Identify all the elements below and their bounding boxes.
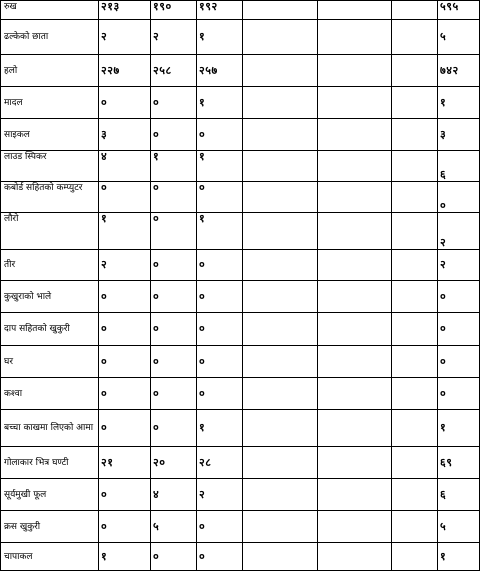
count-cell[interactable]: २५७ bbox=[197, 55, 243, 87]
empty-cell[interactable] bbox=[392, 313, 438, 346]
count-cell[interactable]: १ bbox=[197, 87, 243, 119]
empty-cell[interactable] bbox=[318, 151, 392, 182]
empty-cell[interactable] bbox=[318, 479, 392, 511]
table-row bbox=[1, 182, 480, 213]
symbol-name-cell[interactable]: ढल्केको छाता bbox=[1, 20, 99, 55]
empty-cell[interactable] bbox=[392, 410, 438, 447]
empty-cell[interactable] bbox=[243, 543, 318, 571]
empty-cell[interactable] bbox=[318, 410, 392, 447]
table-row bbox=[1, 213, 480, 250]
count-cell[interactable]: ० bbox=[99, 281, 151, 313]
count-cell[interactable]: ३ bbox=[99, 119, 151, 151]
count-cell[interactable]: ० bbox=[197, 250, 243, 281]
count-cell[interactable]: २० bbox=[151, 447, 197, 479]
empty-cell[interactable] bbox=[318, 119, 392, 151]
count-cell[interactable]: ० bbox=[151, 313, 197, 346]
count-cell[interactable]: ० bbox=[197, 543, 243, 571]
table-row bbox=[1, 378, 480, 410]
count-cell[interactable]: २१ bbox=[99, 447, 151, 479]
symbol-name-cell[interactable]: क्रस खुकुरी bbox=[1, 511, 99, 543]
count-cell[interactable]: २ bbox=[151, 20, 197, 55]
empty-cell[interactable] bbox=[392, 346, 438, 378]
empty-cell[interactable] bbox=[318, 182, 392, 213]
empty-cell[interactable] bbox=[392, 250, 438, 281]
count-cell[interactable]: ० bbox=[197, 313, 243, 346]
count-cell[interactable]: ० bbox=[99, 346, 151, 378]
empty-cell[interactable] bbox=[318, 378, 392, 410]
total-cell[interactable]: ६ bbox=[438, 479, 480, 511]
table-row bbox=[1, 313, 480, 346]
symbol-name-cell[interactable]: हलो bbox=[1, 55, 99, 87]
total-cell[interactable]: २ bbox=[438, 213, 480, 250]
symbol-name-cell[interactable]: कबोर्ड सहितको कम्प्युटर bbox=[1, 182, 99, 213]
empty-cell[interactable] bbox=[243, 250, 318, 281]
empty-cell[interactable] bbox=[392, 281, 438, 313]
table-row bbox=[1, 151, 480, 182]
count-cell[interactable]: ० bbox=[197, 511, 243, 543]
empty-cell[interactable] bbox=[392, 182, 438, 213]
total-cell[interactable]: ६ bbox=[438, 151, 480, 182]
empty-cell[interactable] bbox=[243, 119, 318, 151]
count-cell[interactable]: १ bbox=[197, 151, 243, 182]
count-cell[interactable]: ० bbox=[151, 182, 197, 213]
table-row bbox=[1, 511, 480, 543]
empty-cell[interactable] bbox=[318, 313, 392, 346]
total-cell[interactable]: १ bbox=[438, 543, 480, 571]
total-cell[interactable]: ० bbox=[438, 346, 480, 378]
empty-cell[interactable] bbox=[392, 87, 438, 119]
empty-cell[interactable] bbox=[318, 250, 392, 281]
total-cell[interactable]: ३ bbox=[438, 119, 480, 151]
count-cell[interactable]: ० bbox=[99, 410, 151, 447]
empty-cell[interactable] bbox=[318, 511, 392, 543]
empty-cell[interactable] bbox=[243, 346, 318, 378]
empty-cell[interactable] bbox=[392, 479, 438, 511]
count-cell[interactable]: ५ bbox=[151, 511, 197, 543]
symbol-name-cell[interactable]: गोलाकार भित्र घण्टी bbox=[1, 447, 99, 479]
empty-cell[interactable] bbox=[318, 55, 392, 87]
total-cell[interactable]: ६९ bbox=[438, 447, 480, 479]
count-cell[interactable]: ० bbox=[99, 511, 151, 543]
empty-cell[interactable] bbox=[318, 346, 392, 378]
count-cell[interactable]: १९२ bbox=[197, 1, 243, 20]
count-cell[interactable]: ० bbox=[197, 378, 243, 410]
empty-cell[interactable] bbox=[243, 479, 318, 511]
empty-cell[interactable] bbox=[318, 543, 392, 571]
symbol-name-cell[interactable]: तीर bbox=[1, 250, 99, 281]
symbol-name-cell[interactable]: सूर्यमुखी फूल bbox=[1, 479, 99, 511]
table-row bbox=[1, 55, 480, 87]
empty-cell[interactable] bbox=[392, 511, 438, 543]
symbol-name-cell[interactable]: साइकल bbox=[1, 119, 99, 151]
empty-cell[interactable] bbox=[392, 378, 438, 410]
table-row bbox=[1, 281, 480, 313]
empty-cell[interactable] bbox=[243, 281, 318, 313]
count-cell[interactable]: १९० bbox=[151, 1, 197, 20]
empty-cell[interactable] bbox=[243, 447, 318, 479]
empty-cell[interactable] bbox=[318, 281, 392, 313]
table-row bbox=[1, 479, 480, 511]
total-cell[interactable]: १ bbox=[438, 87, 480, 119]
symbol-name-cell[interactable]: चापाकल bbox=[1, 543, 99, 571]
symbol-name-cell[interactable]: कुखुराको भाले bbox=[1, 281, 99, 313]
symbol-name-cell[interactable]: लौरो bbox=[1, 213, 99, 250]
table-row bbox=[1, 346, 480, 378]
symbol-name-cell[interactable]: बच्चा काखमा लिएको आमा bbox=[1, 410, 99, 447]
count-cell[interactable]: १ bbox=[99, 543, 151, 571]
count-cell[interactable]: ० bbox=[197, 346, 243, 378]
symbol-name-cell[interactable]: रुख bbox=[1, 1, 99, 20]
empty-cell[interactable] bbox=[392, 1, 438, 20]
count-cell[interactable]: २२७ bbox=[99, 55, 151, 87]
count-cell[interactable]: ० bbox=[151, 543, 197, 571]
count-cell[interactable]: २८ bbox=[197, 447, 243, 479]
total-cell[interactable]: ५ bbox=[438, 20, 480, 55]
table-row bbox=[1, 543, 480, 571]
total-cell[interactable]: ५ bbox=[438, 511, 480, 543]
count-cell[interactable]: ० bbox=[197, 281, 243, 313]
symbol-name-cell[interactable]: घर bbox=[1, 346, 99, 378]
count-cell[interactable]: ० bbox=[151, 378, 197, 410]
table-row bbox=[1, 20, 480, 55]
count-cell[interactable]: ० bbox=[151, 346, 197, 378]
empty-cell[interactable] bbox=[318, 1, 392, 20]
empty-cell[interactable] bbox=[243, 378, 318, 410]
count-cell[interactable]: ० bbox=[151, 213, 197, 250]
total-cell[interactable]: ५९५ bbox=[438, 1, 480, 20]
empty-cell[interactable] bbox=[392, 55, 438, 87]
empty-cell[interactable] bbox=[318, 20, 392, 55]
count-cell[interactable]: ० bbox=[99, 479, 151, 511]
count-cell[interactable]: १ bbox=[197, 410, 243, 447]
empty-cell[interactable] bbox=[243, 87, 318, 119]
table-row bbox=[1, 1, 480, 20]
empty-cell[interactable] bbox=[243, 511, 318, 543]
symbol-name-cell[interactable]: मादल bbox=[1, 87, 99, 119]
empty-cell[interactable] bbox=[318, 87, 392, 119]
empty-cell[interactable] bbox=[243, 151, 318, 182]
table-row bbox=[1, 87, 480, 119]
empty-cell[interactable] bbox=[392, 151, 438, 182]
total-cell[interactable]: ० bbox=[438, 313, 480, 346]
symbol-name-cell[interactable]: लाउड स्पिकर bbox=[1, 151, 99, 182]
count-cell[interactable]: ४ bbox=[151, 479, 197, 511]
count-cell[interactable]: ० bbox=[151, 119, 197, 151]
empty-cell[interactable] bbox=[243, 1, 318, 20]
total-cell[interactable]: ० bbox=[438, 182, 480, 213]
empty-cell[interactable] bbox=[243, 213, 318, 250]
total-cell[interactable]: ० bbox=[438, 281, 480, 313]
count-cell[interactable]: ० bbox=[151, 87, 197, 119]
count-cell[interactable]: ० bbox=[99, 182, 151, 213]
empty-cell[interactable] bbox=[243, 20, 318, 55]
total-cell[interactable]: २ bbox=[438, 250, 480, 281]
table-row bbox=[1, 410, 480, 447]
empty-cell[interactable] bbox=[243, 410, 318, 447]
count-cell[interactable]: ० bbox=[197, 182, 243, 213]
count-cell[interactable]: १ bbox=[197, 20, 243, 55]
count-cell[interactable]: ० bbox=[151, 410, 197, 447]
count-cell[interactable]: १ bbox=[151, 151, 197, 182]
empty-cell[interactable] bbox=[392, 543, 438, 571]
total-cell[interactable]: ० bbox=[438, 378, 480, 410]
count-cell[interactable]: ० bbox=[99, 378, 151, 410]
empty-cell[interactable] bbox=[243, 55, 318, 87]
count-cell[interactable]: २ bbox=[99, 250, 151, 281]
count-cell[interactable]: ० bbox=[151, 250, 197, 281]
total-cell[interactable]: ७४२ bbox=[438, 55, 480, 87]
empty-cell[interactable] bbox=[318, 213, 392, 250]
empty-cell[interactable] bbox=[392, 213, 438, 250]
empty-cell[interactable] bbox=[392, 119, 438, 151]
table-row bbox=[1, 119, 480, 151]
symbol-name-cell[interactable]: कश्वा bbox=[1, 378, 99, 410]
table-row bbox=[1, 250, 480, 281]
empty-cell[interactable] bbox=[392, 447, 438, 479]
empty-cell[interactable] bbox=[392, 20, 438, 55]
count-cell[interactable]: २१३ bbox=[99, 1, 151, 20]
total-cell[interactable]: १ bbox=[438, 410, 480, 447]
empty-cell[interactable] bbox=[243, 313, 318, 346]
empty-cell[interactable] bbox=[243, 182, 318, 213]
count-cell[interactable]: ० bbox=[151, 281, 197, 313]
count-cell[interactable]: ० bbox=[99, 87, 151, 119]
count-cell[interactable]: २ bbox=[99, 20, 151, 55]
empty-cell[interactable] bbox=[318, 447, 392, 479]
count-cell[interactable]: २ bbox=[197, 479, 243, 511]
count-cell[interactable]: ४ bbox=[99, 151, 151, 182]
count-cell[interactable]: २५८ bbox=[151, 55, 197, 87]
count-cell[interactable]: ० bbox=[99, 313, 151, 346]
count-cell[interactable]: १ bbox=[99, 213, 151, 250]
symbol-name-cell[interactable]: दाप सहितको खुकुरी bbox=[1, 313, 99, 346]
count-cell[interactable]: १ bbox=[197, 213, 243, 250]
table-row bbox=[1, 447, 480, 479]
count-cell[interactable]: ० bbox=[197, 119, 243, 151]
